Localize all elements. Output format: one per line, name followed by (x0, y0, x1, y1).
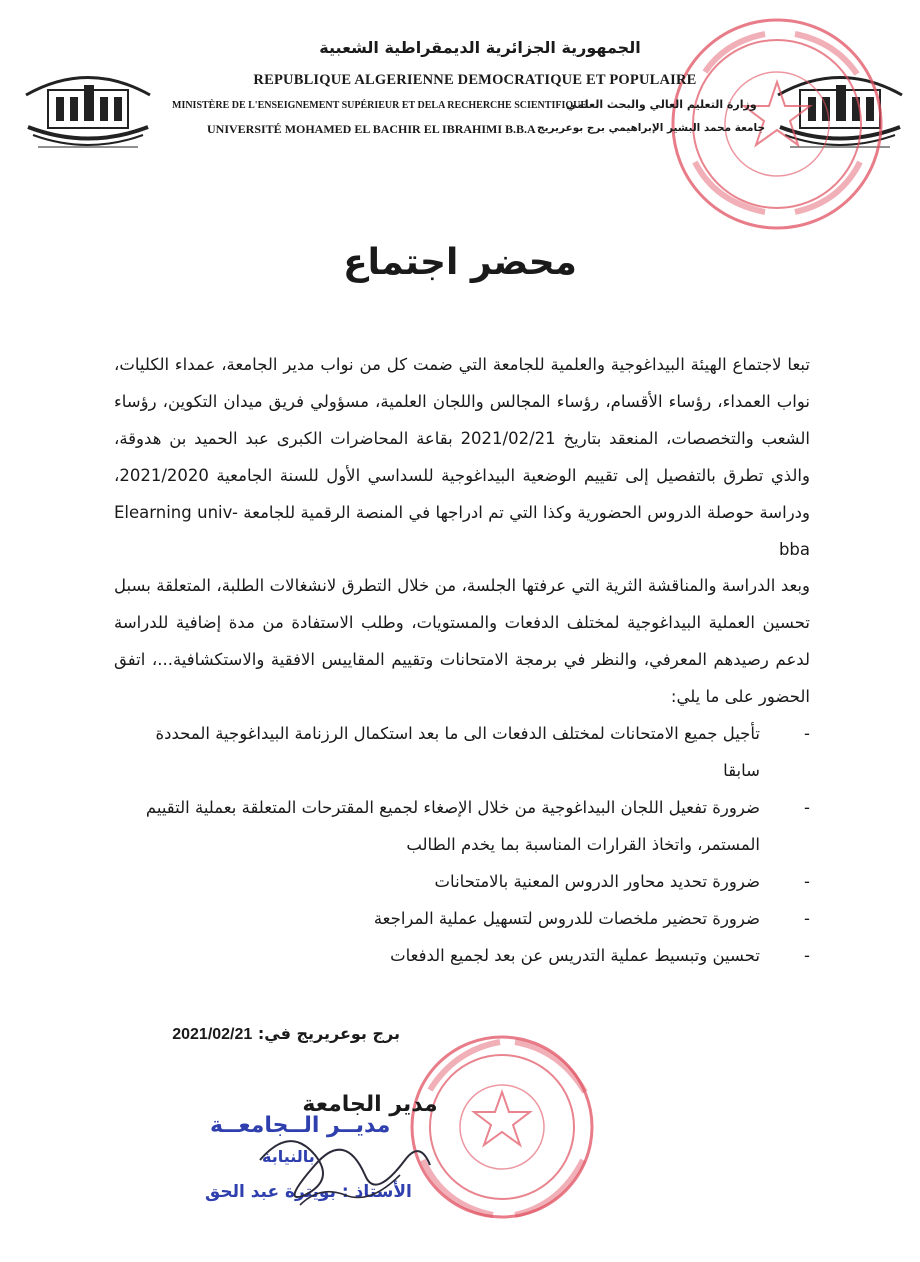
list-item (114, 900, 810, 937)
bullet-dash: - (804, 946, 810, 965)
date-label: برج بوعريريج في: (257, 1024, 400, 1043)
bullet-dash: - (804, 909, 810, 928)
list-item (114, 863, 810, 900)
bullet-dash: - (804, 724, 810, 743)
stamp-line-director: مديــر الــجامعــة (210, 1113, 391, 1138)
bullet-dash: - (804, 872, 810, 891)
republic-name-arabic: الجمهورية الجزائرية الديمقراطية الشعبية (319, 38, 641, 57)
list-item (114, 789, 810, 863)
paragraph-discussion-text: وبعد الدراسة والمناقشة الثرية التي عرفتها الجلسة، من خلال التطرق لانشغالات الطلبة، المتعلقة بسبل تحسين العملية البيداغوجية لمختلف الدفعات والمستويات، وطلب الاستفادة من مدة إضافية للدراسة لدعم رصيدهم المعرفي، والنظر في برمجة الامتحانات وتقييم المقاييس الافقية والاستكشافية...، اتفق الحضور على ما يلي: (114, 576, 810, 706)
list-item-text: تحسين وتبسيط عملية التدريس عن بعد لجميع الدفعات (390, 946, 760, 965)
date-line (155, 1024, 400, 1044)
list-item-text: ضرورة تحديد محاور الدروس المعنية بالامتحانات (434, 872, 760, 891)
stamp-line-name: الأستاذ : بويترة عبد الحق (205, 1182, 412, 1202)
paragraph-intro-text: تبعا لاجتماع الهيئة البيداغوجية والعلمية للجامعة التي ضمت كل من نواب مدير الجامعة، عمداء الكليات، نواب العمداء، رؤساء الأقسام، رؤساء المجالس واللجان العلمية، مسؤولي فريق ميدان التكوين، رؤساء الشعب والتخصصات، المنعقد بتاريخ 2021/02/21 بقاعة المحاضرات الكبرى عبد الحميد بن هدوقة، والذي تطرق بالتفصيل إلى تقييم الوضعية البيداغوجية للسداسي الأول للسنة الجامعية 2021/2020، ودراسة حوصلة الدروس الحضورية وكذا التي تم ادراجها في المنصة الرقمية للجامعة Elearning univ-bba (114, 355, 811, 559)
university-name-french: UNIVERSITÉ MOHAMED EL BACHIR EL IBRAHIMI B.B.A (207, 122, 536, 136)
university-logo-icon (18, 55, 158, 160)
republic-name-french: REPUBLIQUE ALGERIENNE DEMOCRATIQUE ET POPULAIRE (253, 72, 697, 88)
list-item (114, 715, 810, 789)
stamp-line-interim: بالنيابة (262, 1147, 315, 1166)
decisions-list (114, 715, 810, 974)
ministry-name-french: MINISTÈRE DE L'ENSEIGNEMENT SUPÉRIEUR ET DELA RECHERCHE SCIENTIFIQUE (172, 100, 588, 111)
list-item-text: تأجيل جميع الامتحانات لمختلف الدفعات الى ما بعد استكمال الرزنامة البيداغوجية المحددة سابقا (155, 724, 760, 780)
list-item-text: ضرورة تحضير ملخصات للدروس لتسهيل عملية المراجعة (373, 909, 760, 928)
paragraph-discussion (114, 567, 810, 715)
paragraph-intro (114, 346, 810, 568)
signatory-title: مدير الجامعة (302, 1092, 438, 1117)
university-logo-left (18, 55, 158, 160)
date-value: 2021/02/21 (172, 1026, 253, 1043)
handwritten-signature (240, 1110, 440, 1220)
document-title: محضر اجتماع (343, 242, 577, 283)
list-item-text: ضرورة تفعيل اللجان البيداغوجية من خلال الإصغاء لجميع المقترحات المتعلقة بعملية التقييم المستمر، واتخاذ القرارات المناسبة بما يخدم الطالب (145, 798, 760, 854)
university-name-arabic: جامعة محمد البشير الإبراهيمي برج بوعريريج (537, 122, 766, 134)
list-item (114, 937, 810, 974)
ministry-name-arabic: وزارة التعليم العالي والبحث العلمي (566, 98, 757, 111)
bullet-dash: - (804, 798, 810, 817)
